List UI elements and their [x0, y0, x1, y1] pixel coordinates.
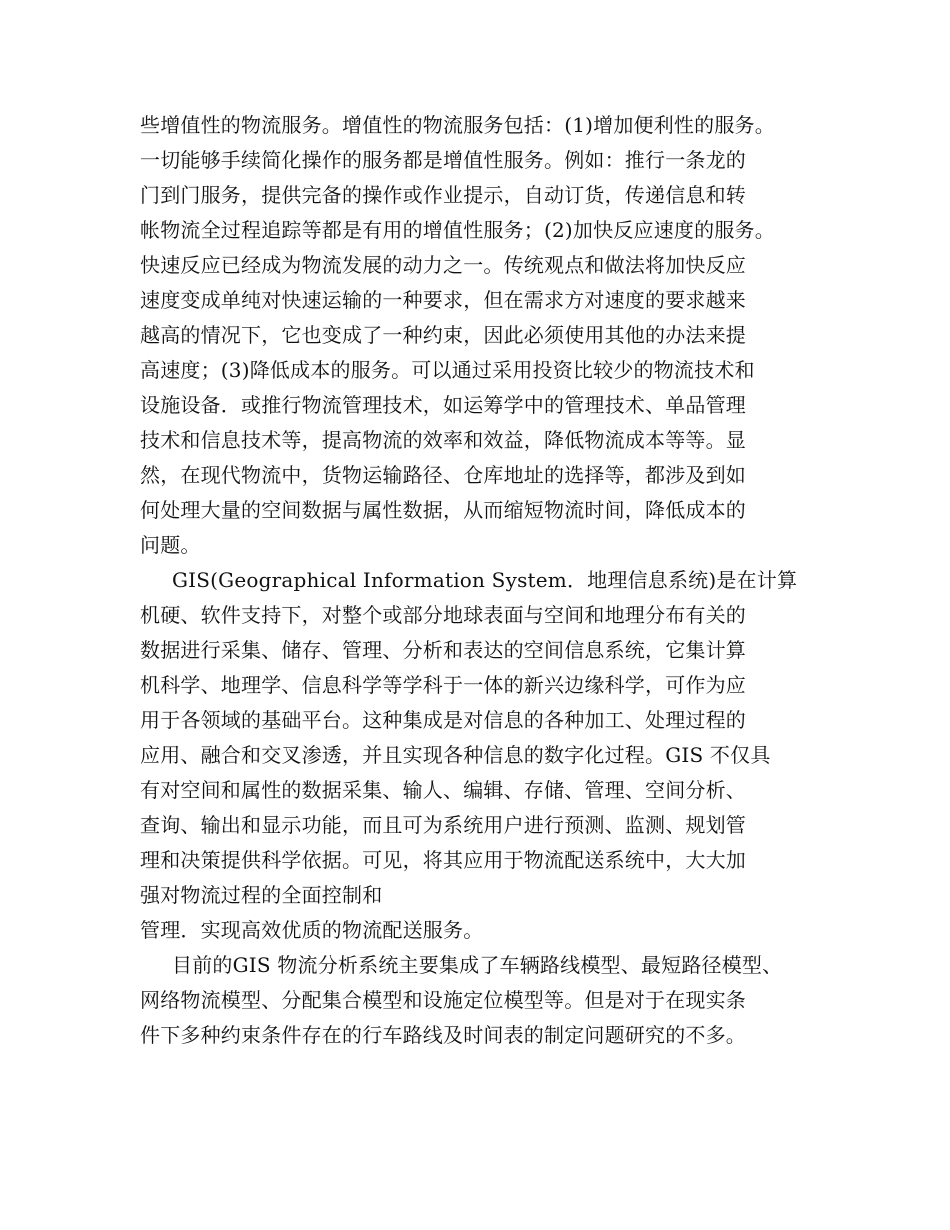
text-line: 技术和信息技术等，提高物流的效率和效益，降低物流成本等等。显: [140, 428, 746, 452]
text-line: 问题。: [140, 533, 201, 557]
text-line: 查询、输出和显示功能，而且可为系统用户进行预测、监测、规划管: [140, 813, 746, 837]
text-line: 用于各领域的基础平台。这种集成是对信息的各种加工、处理过程的: [140, 708, 746, 732]
text-line: 越高的情况下，它也变成了一种约束，因此必须使用其他的办法来提: [140, 323, 746, 347]
text-line: 速度变成单纯对快速运输的一种要求，但在需求方对速度的要求越来: [140, 288, 746, 312]
text-line: 网络物流模型、分配集合模型和设施定位模型等。但是对于在现实条: [140, 988, 746, 1012]
text-line: 何处理大量的空间数据与属性数据，从而缩短物流时间，降低成本的: [140, 498, 746, 522]
text-line: 些增值性的物流服务。增值性的物流服务包括：(1)增加便利性的服务。: [140, 113, 775, 137]
text-line: 机科学、地理学、信息科学等学科于一体的新兴边缘科学，可作为应: [140, 673, 746, 697]
paragraph-start-line: 目前的GIS 物流分析系统主要集成了车辆路线模型、最短路径模型、: [172, 953, 783, 977]
text-line: 数据进行采集、储存、管理、分析和表达的空间信息系统，它集计算: [140, 638, 746, 662]
text-line: 应用、融合和交叉渗透，并且实现各种信息的数字化过程。GIS 不仅具: [140, 743, 771, 767]
text-line: 门到门服务，提供完备的操作或作业提示，自动订货，传递信息和转: [140, 183, 746, 207]
text-line: 理和决策提供科学依据。可见，将其应用于物流配送系统中，大大加: [140, 848, 746, 872]
text-line: 快速反应已经成为物流发展的动力之一。传统观点和做法将加快反应: [140, 253, 746, 277]
text-line: 有对空间和属性的数据采集、输人、编辑、存储、管理、空间分析、: [140, 778, 746, 802]
text-line: 管理．实现高效优质的物流配送服务。: [140, 918, 484, 942]
paragraph-start-line: GIS(Geographical Information System．地理信息系统)是在计算: [172, 568, 798, 592]
text-line: 帐物流全过程追踪等都是有用的增值性服务；(2)加快反应速度的服务。: [140, 218, 775, 242]
text-line: 机硬、软件支持下，对整个或部分地球表面与空间和地理分布有关的: [140, 603, 746, 627]
text-line: 件下多种约束条件存在的行车路线及时间表的制定问题研究的不多。: [140, 1023, 746, 1047]
text-line: 然，在现代物流中，货物运输路径、仓库地址的选择等，都涉及到如: [140, 463, 746, 487]
text-line: 设施设备．或推行物流管理技术，如运筹学中的管理技术、单品管理: [140, 393, 746, 417]
text-line: 高速度；(3)降低成本的服务。可以通过采用投资比较少的物流技术和: [140, 358, 755, 382]
text-line: 一切能够手续简化操作的服务都是增值性服务。例如：推行一条龙的: [140, 148, 746, 172]
text-line: 强对物流过程的全面控制和: [140, 883, 383, 907]
